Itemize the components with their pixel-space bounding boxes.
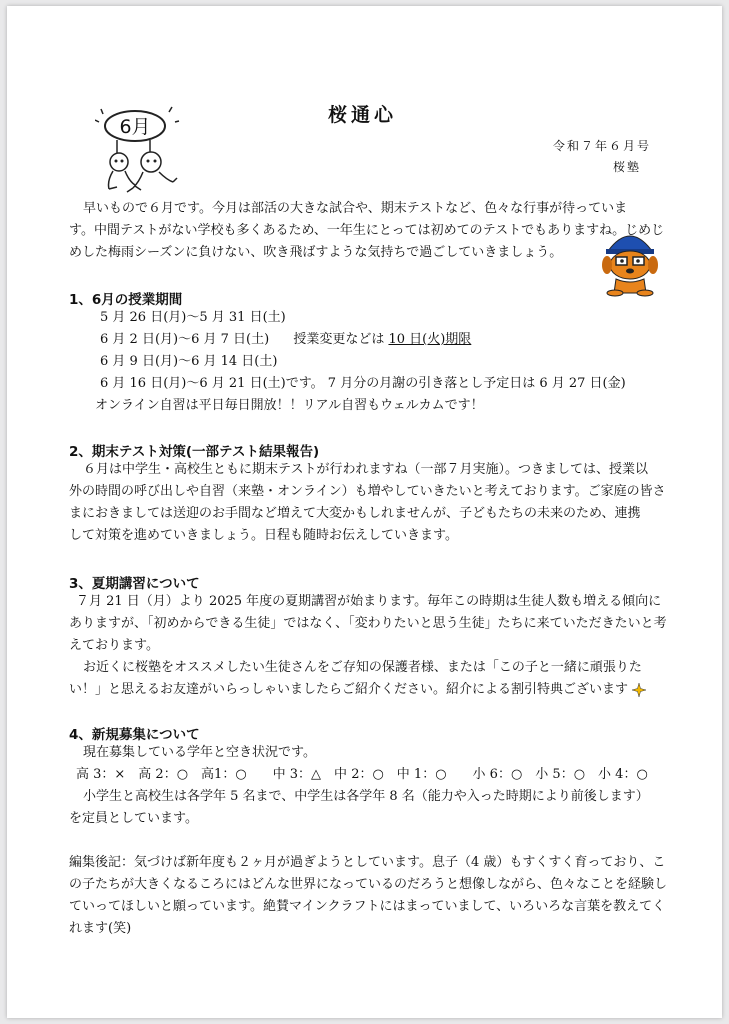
- section-3-line-2: ありますが、「初めからできる生徒」ではなく、「変わりたいと思う生徒」たちに来ていただきたいと考: [69, 616, 667, 631]
- period-week-3: 6 月 9 日(月)～6 月 14 日(土): [100, 354, 278, 369]
- section-1-heading: 1、6月の授業期間: [69, 292, 183, 308]
- postscript-line-4: れます(笑): [69, 921, 132, 936]
- period-week-2-dates: 6 月 2 日(月)～6 月 7 日(土): [100, 332, 270, 347]
- intro-line-1: 早いもので６月です。今月は部活の大きな試合や、期末テストなど、色々な行事が待っていま: [83, 201, 628, 216]
- section-3-line-5: [69, 679, 646, 701]
- section-2-line-1: ６月は中学生・高校生ともに期末テストが行われますね（一部７月実施）。つきましては、授業以: [83, 462, 648, 477]
- section-3-line-1: ７月 21 日（月）より 2025 年度の夏期講習が始まります。毎年この時期は生徒人数も増える傾向に: [76, 594, 662, 609]
- section-2-line-4: して対策を進めていきましょう。日程も随時お伝えしていきます。: [69, 528, 458, 543]
- period-week-1: 5 月 26 日(月)～5 月 31 日(土): [100, 310, 286, 325]
- section-3-line-3: えております。: [69, 638, 159, 653]
- organization-name: 桜塾: [613, 160, 642, 174]
- period-week-4: 6 月 16 日(月)～6 月 21 日(土)です。 7 月分の月謝の引き落とし予定日は 6 月 27 日(金): [100, 376, 626, 391]
- postscript-line-2: の子たちが大きくなるころにはどんな世界になっているのだろうと想像しながら、色々なことを経験し: [69, 877, 668, 892]
- postscript-line-1: 編集後記：気づけば新年度も２ヶ月が過ぎようとしています。息子（4 歳）もすくすく育っており、こ: [69, 855, 666, 870]
- june-frogs-illustration: [95, 100, 185, 196]
- section-3-line-5-text: い！」と思えるお友達がいらっしゃいましたらご紹介ください。紹介による割引特典ございます: [69, 682, 629, 697]
- section-4-line-3: 小学生と高校生は各学年 5 名まで、中学生は各学年 8 名（能力や入った時期により前後します）: [83, 789, 649, 804]
- postscript-line-3: ていってほしいと願っています。絶賛マインクラフトにはまっていまして、いろいろな言葉を教えてく: [69, 899, 666, 914]
- online-study-note: オンライン自習は平日毎日開放！！リアル自習もウェルカムです！: [95, 398, 484, 413]
- section-2-line-2: 外の時間の呼び出しや自習（来塾・オンライン）も増やしていきたいと考えております。ご家庭の皆さ: [69, 484, 666, 499]
- section-4-line-1: 現在募集している学年と空き状況です。: [83, 745, 316, 760]
- section-2-line-3: まにおきましては送迎のお手間など増えて大変かもしれませんが、子どもたちの未来のため、連携: [69, 506, 641, 521]
- issue-date: 令和７年６月号: [553, 139, 652, 153]
- period-week-2: [100, 329, 471, 351]
- section-4-heading: 4、新規募集について: [69, 727, 200, 743]
- sparkle-icon: [632, 683, 646, 697]
- schedule-change-note: 授業変更などは: [293, 332, 385, 347]
- enrollment-availability: 高 3：× 高 2：○ 高1：○ 中 3：△ 中 2：○ 中 1：○ 小 6：○ 小 5：○ 小 4：○: [76, 767, 648, 782]
- intro-line-2: す。中間テストがない学校も多くあるため、一年生にとっては初めてのテストでもありますね。じめじ: [69, 223, 665, 238]
- schedule-change-deadline: 10 日(火)期限: [388, 332, 472, 347]
- section-3-heading: 3、夏期講習について: [69, 576, 200, 592]
- section-4-line-4: を定員としています。: [69, 811, 198, 826]
- logo-text: 6月: [119, 116, 151, 138]
- section-2-heading: 2、期末テスト対策(一部テスト結果報告): [69, 444, 320, 460]
- intro-line-3: めした梅雨シーズンに負けない、吹き飛ばすような気持ちで過ごしていきましょう。: [69, 245, 563, 260]
- newsletter-title: 桜通心: [328, 104, 398, 126]
- section-3-line-4: お近くに桜塾をオススメしたい生徒さんをご存知の保護者様、または「この子と一緒に頑張りた: [83, 660, 642, 675]
